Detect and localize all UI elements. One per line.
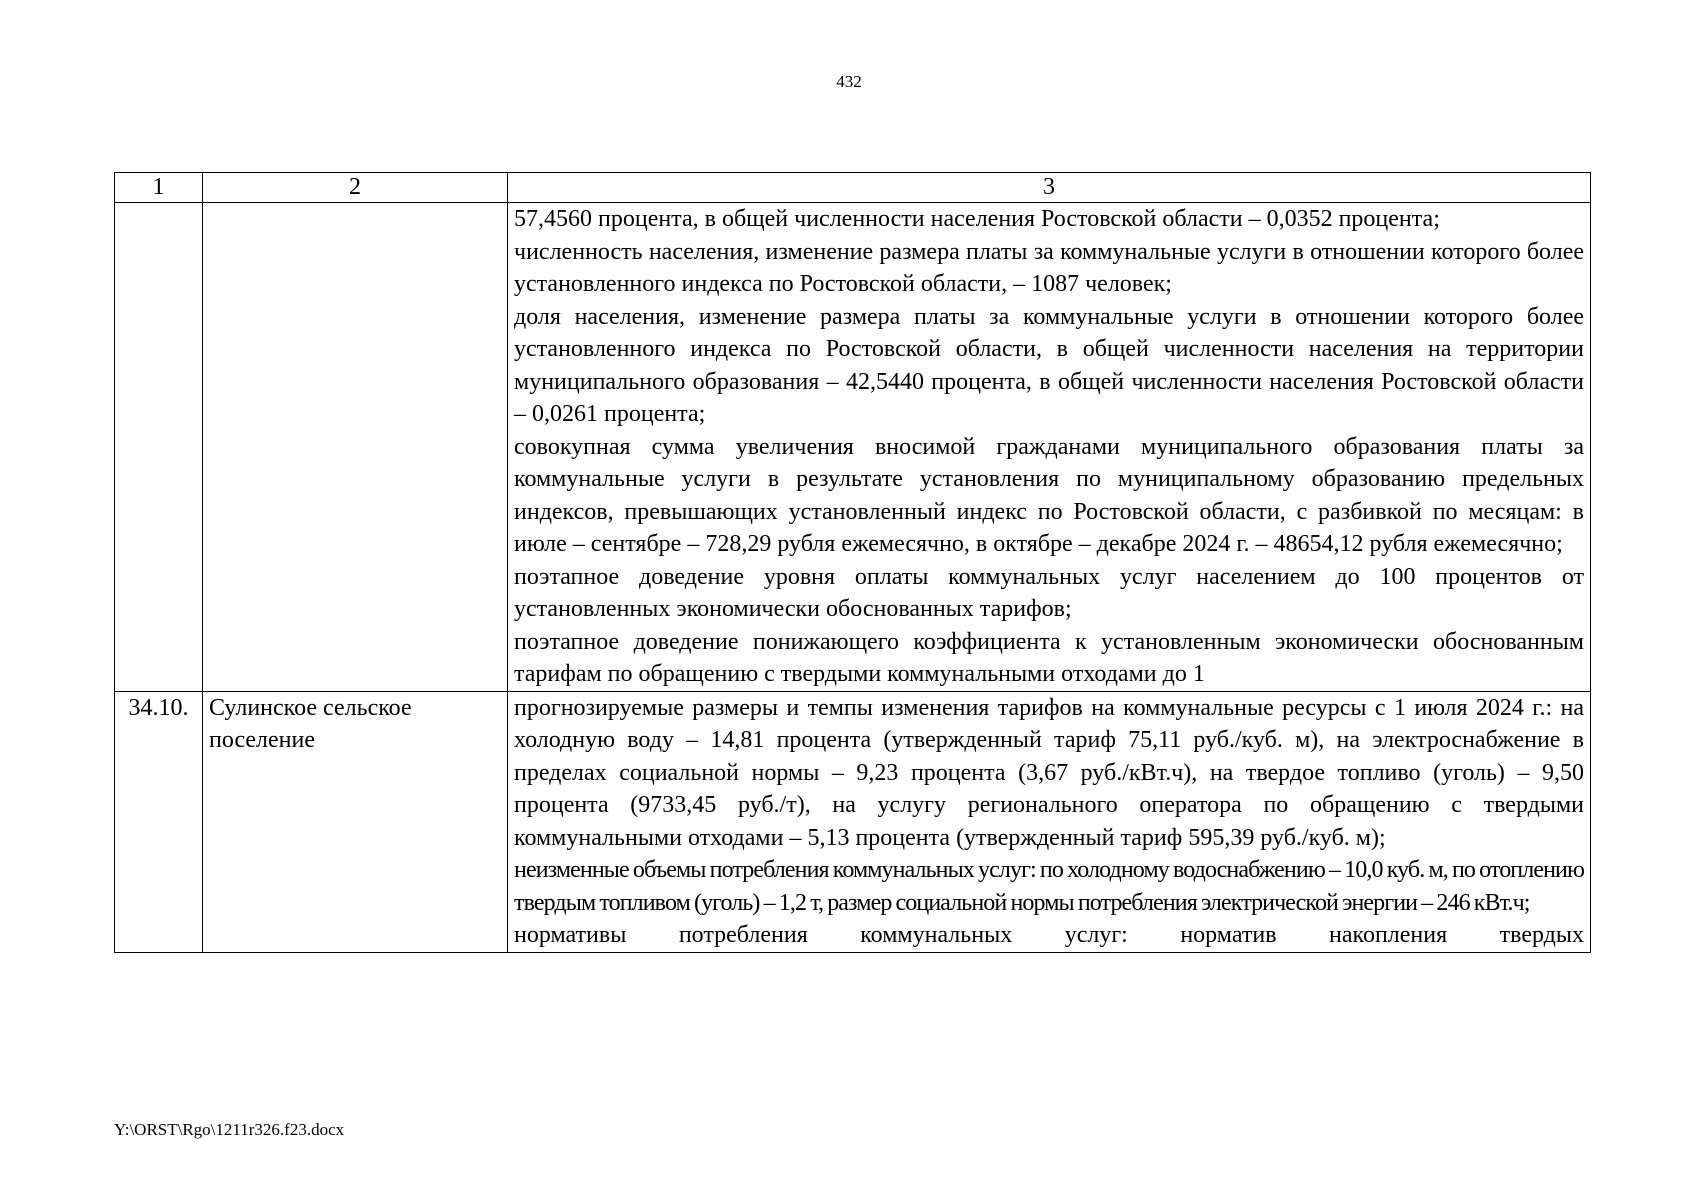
paragraph: поэтапное доведение понижающего коэффициента к установленным экономически обоснованным тарифам по обращению с твердыми коммунальными отходами до 1 bbox=[514, 628, 1584, 687]
content-table bbox=[114, 172, 1591, 953]
settlement-name: Сулинское сельское поселение bbox=[209, 694, 412, 753]
table-row bbox=[115, 203, 1591, 692]
header-col-1: 1 bbox=[115, 173, 203, 203]
row-description bbox=[508, 691, 1591, 952]
file-path-footer: Y:\ORST\Rgo\1211r326.f23.docx bbox=[114, 1120, 345, 1139]
paragraph: прогнозируемые размеры и темпы изменения тарифов на коммунальные ресурсы с 1 июля 2024 г.: на холодную воду – 14,81 процента (утвержденный тариф 75,11 руб./куб. м), на электроснабжение в пределах социальной нормы – 9,23 процента (3,67 руб./кВт.ч), на твердое топливо (уголь) – 9,50 процента (9733,45 руб./т), на услугу регионального оператора по обращению с твердыми коммунальными отходами – 5,13 процента (утвержденный тариф 595,39 руб./куб. м); bbox=[514, 694, 1584, 851]
row-number bbox=[115, 203, 203, 692]
table-header-row bbox=[115, 173, 1591, 203]
paragraph: поэтапное доведение уровня оплаты коммунальных услуг населением до 100 процентов от установленных экономически обоснованных тарифов; bbox=[514, 563, 1584, 622]
paragraph: неизменные объемы потребления коммунальных услуг: по холодному водоснабжению – 10,0 куб. м, по отоплению твердым топливом (уголь) – 1,2 т, размер социальной нормы потребления электрической энергии – 246 кВт.ч; bbox=[514, 857, 1584, 916]
row-description bbox=[508, 203, 1591, 692]
row-name bbox=[203, 691, 508, 952]
row-name bbox=[203, 203, 508, 692]
paragraph: совокупная сумма увеличения вносимой гражданами муниципального образования платы за коммунальные услуги в результате установления по муниципальному образованию предельных индексов, превышающих установленный индекс по Ростовской области, с разбивкой по месяцам: в июле – сентябре – 728,29 рубля ежемесячно, в октябре – декабре 2024 г. – 48654,12 рубля ежемесячно; bbox=[514, 433, 1584, 557]
table-row bbox=[115, 691, 1591, 952]
paragraph: 57,4560 процента, в общей численности населения Ростовской области – 0,0352 процента; bbox=[514, 206, 1440, 232]
header-col-3: 3 bbox=[508, 173, 1591, 203]
header-col-2: 2 bbox=[203, 173, 508, 203]
paragraph: численность населения, изменение размера платы за коммунальные услуги в отношении которого более установленного индекса по Ростовской области, – 1087 человек; bbox=[514, 238, 1584, 297]
page-number: 432 bbox=[836, 72, 862, 91]
row-number: 34.10. bbox=[115, 691, 203, 952]
paragraph: нормативы потребления коммунальных услуг: норматив накопления твердых bbox=[514, 922, 1584, 948]
paragraph: доля населения, изменение размера платы за коммунальные услуги в отношении которого более установленного индекса по Ростовской области, в общей численности населения на территории муниципального образования – 42,5440 процента, в общей численности населения Ростовской области – 0,0261 процента; bbox=[514, 303, 1584, 427]
